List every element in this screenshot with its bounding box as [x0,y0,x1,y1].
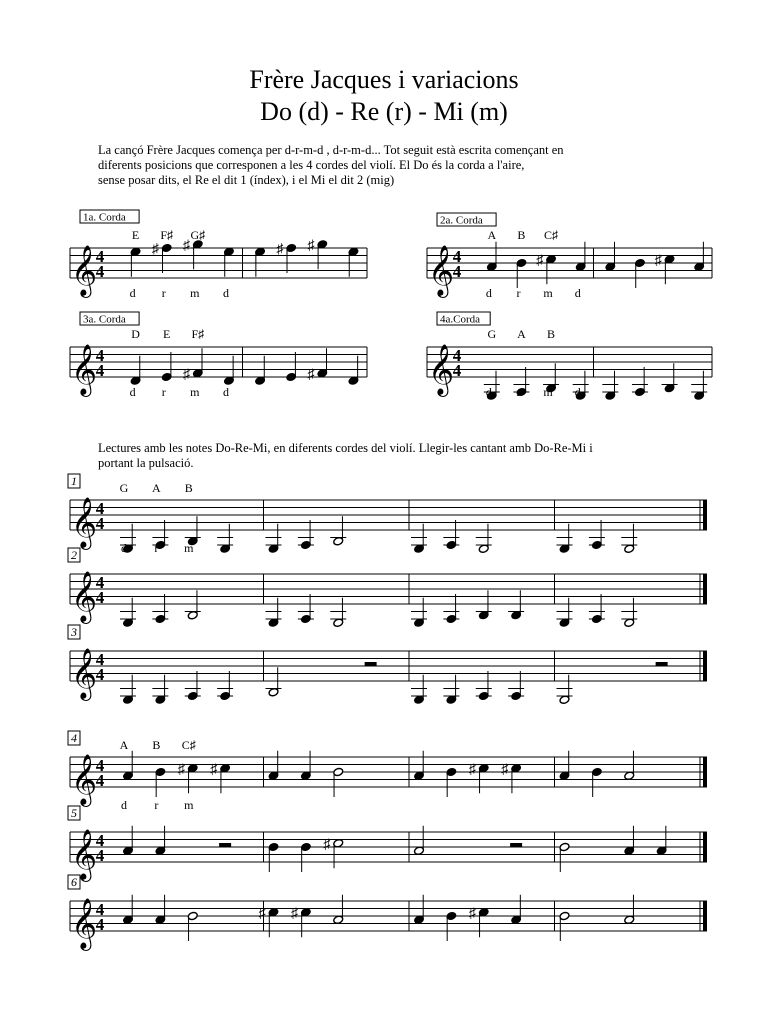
time-signature-numerator: 4 [95,650,105,669]
note-name: A [487,228,497,242]
time-signature-numerator: 4 [95,900,105,919]
solfege-syllable: r [516,385,521,399]
time-signature-numerator: 4 [95,573,105,592]
sharp-sign: ♯ [536,253,544,269]
solfege-syllable: m [184,798,194,812]
sharp-sign: ♯ [290,906,298,922]
treble-clef: 𝄞 [71,755,98,804]
treble-clef: 𝄞 [71,830,98,879]
treble-clef: 𝄞 [71,345,98,394]
string-label: 1a. Corda [83,211,126,224]
exercise-number: 5 [71,806,77,820]
note-name: A [119,738,129,752]
sharp-sign: ♯ [501,762,509,778]
exercise-number: 6 [71,875,77,889]
intro-line-1: La cançó Frère Jacques comença per d-r-m-d , d-r-m-d... Tot seguit està escrita començant en [98,143,564,157]
solfege-syllable: r [516,286,521,300]
treble-clef: 𝄞 [428,246,455,295]
time-signature-numerator: 4 [452,346,462,365]
solfege-syllable: d [222,286,229,300]
treble-clef: 𝄞 [71,899,98,948]
note-name: B [152,738,161,752]
note-name: A [517,327,526,341]
final-barline [703,574,707,604]
time-signature-denominator: 4 [452,262,462,281]
treble-clef: 𝄞 [428,345,455,394]
sharp-sign: ♯ [276,242,284,257]
time-signature-denominator: 4 [95,588,105,607]
note-name: B [517,228,526,242]
time-signature-denominator: 4 [95,514,105,533]
note-name: B [184,481,193,495]
sharp-sign: ♯ [323,837,331,853]
sharp-sign: ♯ [258,906,266,922]
solfege-syllable: r [154,541,159,555]
solfege-syllable: m [543,385,553,399]
time-signature-numerator: 4 [452,247,462,266]
time-signature-denominator: 4 [95,846,105,865]
note-name: E [131,228,140,242]
intro-line-2: diferents posicions que corresponen a les 4 cordes del violí. El Do és la corda a l'aire, [98,158,525,172]
treble-clef: 𝄞 [71,572,98,621]
solfege-syllable: d [129,385,136,399]
treble-clef: 𝄞 [71,649,98,698]
solfege-syllable: m [190,286,200,300]
string-label: 4a.Corda [440,313,481,326]
time-signature-denominator: 4 [95,665,105,684]
final-barline [703,832,707,862]
final-barline [703,500,707,530]
sharp-sign: ♯ [210,762,218,778]
solfege-syllable: d [129,286,136,300]
time-signature-numerator: 4 [95,831,105,850]
final-barline [703,757,707,787]
title-line-2: Do (d) - Re (r) - Mi (m) [260,97,508,126]
title-line-1: Frère Jacques i variacions [249,65,519,94]
half-rest [365,662,377,666]
time-signature-numerator: 4 [95,346,105,365]
sharp-sign: ♯ [307,238,315,254]
note-name: G♯ [190,228,206,242]
sharp-sign: ♯ [307,367,315,383]
solfege-syllable: r [161,286,166,300]
note-name: D [131,327,140,341]
time-signature-denominator: 4 [95,361,105,380]
final-barline [703,901,707,931]
note-name: F♯ [191,327,205,341]
half-rest [219,843,231,847]
sharp-sign: ♯ [182,367,190,383]
solfege-syllable: d [121,541,127,555]
time-signature-denominator: 4 [452,361,462,380]
solfege-syllable: d [485,385,492,399]
exercises-intro-line-2: portant la pulsació. [98,456,194,470]
time-signature-numerator: 4 [95,756,105,775]
solfege-syllable: d [485,286,492,300]
time-signature-numerator: 4 [95,499,105,518]
sharp-sign: ♯ [177,762,185,778]
half-rest [656,662,668,666]
solfege-syllable: d [574,286,581,300]
half-rest [510,843,522,847]
exercise-number: 3 [71,625,77,639]
solfege-syllable: d [121,798,127,812]
note-name: C♯ [544,228,559,242]
sharp-sign: ♯ [654,253,662,269]
sharp-sign: ♯ [151,242,159,257]
note-name: G [487,327,497,341]
solfege-syllable: d [222,385,229,399]
solfege-syllable: r [161,385,166,399]
exercises-intro-line-1: Lectures amb les notes Do-Re-Mi, en diferents cordes del violí. Llegir-les cantant amb Do-Re-Mi i [98,441,593,455]
time-signature-denominator: 4 [95,262,105,281]
string-label: 3a. Corda [83,313,126,326]
treble-clef: 𝄞 [71,498,98,547]
note-name: A [152,481,161,495]
solfege-syllable: m [190,385,200,399]
exercise-number: 2 [71,548,77,562]
treble-clef: 𝄞 [71,246,98,295]
time-signature-numerator: 4 [95,247,105,266]
time-signature-denominator: 4 [95,771,105,790]
sharp-sign: ♯ [468,762,476,778]
note-name: B [547,327,556,341]
note-name: G [119,481,129,495]
string-label: 2a. Corda [440,214,483,227]
exercise-number: 4 [71,731,77,745]
note-name: C♯ [181,738,196,752]
sharp-sign: ♯ [468,906,476,922]
exercise-number: 1 [71,474,77,488]
intro-line-3: sense posar dits, el Re el dit 1 (índex), i el Mi el dit 2 (mig) [98,173,395,187]
solfege-syllable: m [543,286,553,300]
note-name: F♯ [160,228,174,242]
time-signature-denominator: 4 [95,915,105,934]
solfege-syllable: d [574,385,581,399]
solfege-syllable: r [154,798,159,812]
final-barline [703,651,707,681]
note-name: E [163,327,171,341]
sharp-sign: ♯ [182,238,190,254]
solfege-syllable: m [184,541,194,555]
